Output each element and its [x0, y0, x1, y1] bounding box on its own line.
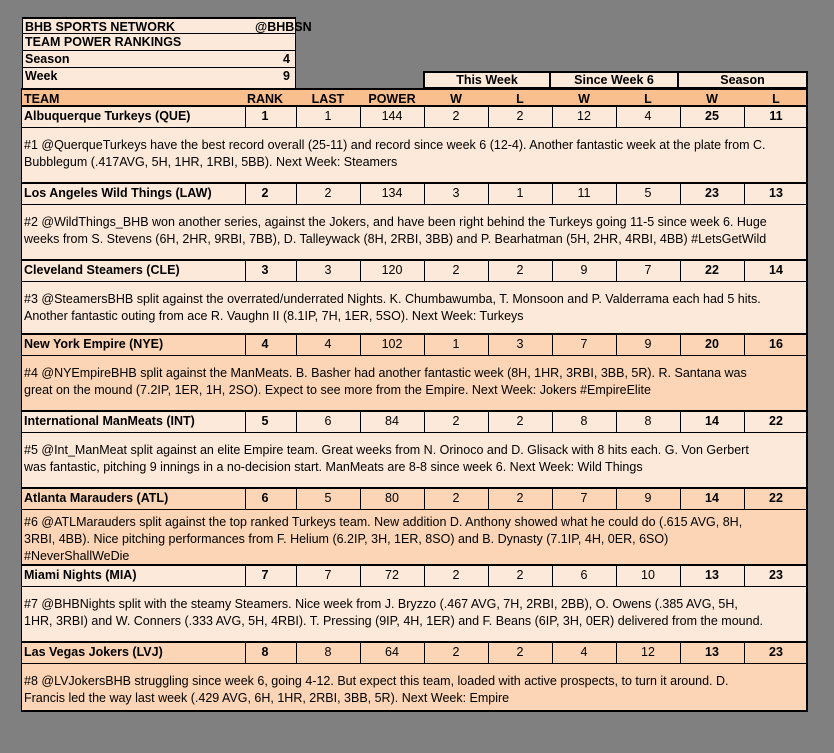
cell-divider: [744, 335, 745, 355]
cell-divider: [360, 489, 361, 509]
cell-divider: [296, 261, 297, 281]
header-week-row: [22, 68, 296, 89]
cell-divider: [616, 566, 617, 586]
cell-divider: [296, 184, 297, 204]
cell-divider: [552, 489, 553, 509]
cell-s-w: 22: [705, 263, 719, 277]
cell-divider: [488, 489, 489, 509]
table-row: [22, 489, 806, 510]
cell-divider: [296, 412, 297, 432]
cell-divider: [616, 261, 617, 281]
cell-divider: [360, 566, 361, 586]
blurb-line: Francis led the way last week (.429 AVG, 6H, 1HR, 2RBI, 3BB, 5R). Next Week: Empire: [24, 691, 510, 705]
cell-tw-w: 2: [452, 414, 460, 428]
header-title-row: [22, 34, 296, 51]
cell-divider: [616, 643, 617, 663]
cell-divider: [552, 184, 553, 204]
cell-s-l: 23: [769, 568, 783, 582]
cell-divider: [680, 107, 681, 127]
cell-divider: [552, 335, 553, 355]
table-row: [22, 643, 806, 664]
table-row: [22, 335, 806, 356]
cell-tw-l: 2: [516, 263, 524, 277]
col-season-w: W: [706, 92, 718, 106]
team-block: [21, 335, 808, 412]
table-row: [22, 261, 806, 282]
cell-divider: [424, 261, 425, 281]
cell-s-l: 22: [769, 414, 783, 428]
col-power: POWER: [368, 92, 416, 106]
cell-divider: [488, 261, 489, 281]
col-team: TEAM: [24, 92, 60, 106]
blurb-line: #1 @QuerqueTurkeys have the best record overall (25-11) and record since week 6 (12-4). Another fantastic week at the plate from C.: [24, 138, 766, 152]
week-value: 9: [283, 69, 290, 83]
cell-tw-l: 2: [516, 568, 524, 582]
cell-divider: [488, 566, 489, 586]
blurb-line: was fantastic, pitching 9 innings in a no-decision start. ManMeats are 8-8 since week 6. Next Week: Wild Things: [24, 460, 643, 474]
team-blurb: [24, 365, 802, 399]
cell-divider: [744, 643, 745, 663]
cell-sw-w: 6: [580, 568, 588, 582]
cell-last: 8: [324, 645, 332, 659]
team-name: Las Vegas Jokers (LVJ): [24, 645, 163, 659]
group-season: Season: [679, 71, 808, 88]
cell-divider: [488, 412, 489, 432]
cell-rank: 8: [261, 645, 269, 659]
cell-s-w: 20: [705, 337, 719, 351]
blurb-line: 1HR, 3RBI) and W. Conners (.333 AVG, 5H, 4RBI). T. Pressing (9IP, 4H, 1ER) and F. Beans (6IP, 3H, 0ER) delivered from the mound.: [24, 614, 763, 628]
header-network-row: [22, 17, 312, 34]
cell-s-l: 16: [769, 337, 783, 351]
cell-divider: [680, 489, 681, 509]
table-row: [22, 566, 806, 587]
team-name: Cleveland Steamers (CLE): [24, 263, 180, 277]
col-since-w: W: [578, 92, 590, 106]
cell-last: 2: [324, 186, 332, 200]
col-since-l: L: [644, 92, 652, 106]
cell-divider: [424, 566, 425, 586]
cell-last: 7: [324, 568, 332, 582]
cell-sw-l: 5: [644, 186, 652, 200]
cell-divider: [296, 489, 297, 509]
cell-sw-l: 12: [641, 645, 655, 659]
cell-tw-l: 2: [516, 645, 524, 659]
network-name: BHB SPORTS NETWORK: [25, 20, 175, 34]
cell-tw-l: 2: [516, 491, 524, 505]
cell-divider: [360, 184, 361, 204]
cell-sw-l: 4: [644, 109, 652, 123]
cell-divider: [744, 261, 745, 281]
cell-divider: [744, 184, 745, 204]
cell-s-l: 22: [769, 491, 783, 505]
cell-divider: [616, 184, 617, 204]
cell-divider: [616, 107, 617, 127]
cell-sw-w: 4: [580, 645, 588, 659]
blurb-line: #3 @SteamersBHB split against the overrated/underrated Nights. K. Chumbawumba, T. Monsoon and P. Valderrama each had 5 hits.: [24, 292, 761, 306]
cell-divider: [296, 566, 297, 586]
cell-divider: [616, 489, 617, 509]
cell-tw-l: 1: [516, 186, 524, 200]
table-row: [22, 184, 806, 205]
cell-divider: [424, 107, 425, 127]
cell-tw-l: 3: [516, 337, 524, 351]
cell-divider: [616, 412, 617, 432]
col-rank: RANK: [246, 92, 284, 106]
cell-s-w: 23: [705, 186, 719, 200]
cell-sw-w: 7: [580, 491, 588, 505]
cell-power: 144: [381, 109, 403, 123]
week-label: Week: [25, 69, 58, 83]
col-season-l: L: [772, 92, 780, 106]
season-label: Season: [25, 52, 70, 66]
team-blurb: [24, 137, 802, 171]
column-header-row: [21, 88, 808, 107]
cell-tw-w: 1: [452, 337, 460, 351]
cell-divider: [744, 412, 745, 432]
blurb-line: #6 @ATLMarauders split against the top ranked Turkeys team. New addition D. Anthony showed what he could do (.615 AVG, 8H,: [24, 515, 743, 529]
cell-power: 134: [381, 186, 403, 200]
team-blurb: [24, 596, 802, 630]
cell-s-l: 11: [769, 109, 783, 123]
cell-s-w: 14: [705, 414, 719, 428]
cell-divider: [744, 566, 745, 586]
cell-power: 72: [385, 568, 399, 582]
cell-divider: [360, 261, 361, 281]
cell-sw-l: 10: [641, 568, 655, 582]
blurb-line: #8 @LVJokersBHB struggling since week 6, going 4-12. But expect this team, loaded with active prospects, to turn it around. D.: [24, 674, 729, 688]
cell-divider: [680, 643, 681, 663]
blurb-line: #NeverShallWeDie: [24, 549, 130, 563]
team-name: Atlanta Marauders (ATL): [24, 491, 169, 505]
cell-divider: [360, 643, 361, 663]
cell-rank: 6: [261, 491, 269, 505]
cell-divider: [296, 335, 297, 355]
blurb-line: #2 @WildThings_BHB won another series, against the Jokers, and have been right behind the Turkeys going 11-5 since week 6. Huge: [24, 215, 767, 229]
cell-divider: [552, 107, 553, 127]
cell-last: 1: [324, 109, 332, 123]
cell-tw-w: 2: [452, 568, 460, 582]
blurb-line: 3RBI, 4BB). Nice pitching performances from F. Helium (6.2IP, 3H, 1ER, 8SO) and B. Dynasty (7.1IP, 4H, 0ER, 6SO): [24, 532, 669, 546]
cell-last: 5: [324, 491, 332, 505]
table-row: [22, 107, 806, 128]
cell-tw-w: 2: [452, 645, 460, 659]
table-row: [22, 412, 806, 433]
blurb-line: weeks from S. Stevens (6H, 2HR, 9RBI, 7BB), D. Talleywack (8H, 2RBI, 3BB) and P. Bearhatman (5H, 2HR, 4RBI, 4BB) #LetsGetWild: [24, 232, 767, 246]
group-since-week6: Since Week 6: [551, 71, 679, 88]
team-block: [21, 261, 808, 335]
cell-sw-w: 8: [580, 414, 588, 428]
blurb-line: Another fantastic outing from ace R. Vaughn II (8.1IP, 7H, 1ER, 5SO). Next Week: Turkeys: [24, 309, 524, 323]
cell-divider: [488, 107, 489, 127]
team-name: Los Angeles Wild Things (LAW): [24, 186, 212, 200]
cell-divider: [296, 643, 297, 663]
cell-divider: [552, 643, 553, 663]
cell-divider: [680, 335, 681, 355]
cell-rank: 5: [261, 414, 269, 428]
header-season-row: [22, 51, 296, 68]
cell-tw-w: 3: [452, 186, 460, 200]
cell-rank: 1: [261, 109, 269, 123]
team-block: [21, 643, 808, 712]
team-name: International ManMeats (INT): [24, 414, 195, 428]
cell-divider: [744, 107, 745, 127]
team-blurb: [24, 442, 802, 476]
cell-divider: [680, 184, 681, 204]
cell-sw-w: 11: [577, 186, 591, 200]
cell-divider: [488, 643, 489, 663]
cell-last: 3: [324, 263, 332, 277]
cell-divider: [424, 412, 425, 432]
cell-sw-l: 7: [644, 263, 652, 277]
network-handle: @BHBSN: [255, 20, 312, 34]
cell-last: 6: [324, 414, 332, 428]
cell-s-w: 13: [705, 645, 719, 659]
cell-rank: 7: [261, 568, 269, 582]
cell-divider: [680, 412, 681, 432]
cell-divider: [552, 412, 553, 432]
cell-tw-w: 2: [452, 263, 460, 277]
cell-power: 102: [381, 337, 403, 351]
cell-rank: 2: [261, 186, 269, 200]
blurb-line: #5 @Int_ManMeat split against an elite Empire team. Great weeks from N. Orinoco and D. Glisack with 8 hits each. G. Von Gerbert: [24, 443, 749, 457]
team-blurb: [24, 673, 802, 707]
cell-divider: [552, 261, 553, 281]
cell-divider: [744, 489, 745, 509]
cell-divider: [424, 643, 425, 663]
cell-divider: [680, 566, 681, 586]
cell-divider: [424, 184, 425, 204]
season-value: 4: [283, 52, 290, 66]
team-name: Miami Nights (MIA): [24, 568, 137, 582]
cell-divider: [680, 261, 681, 281]
cell-tw-w: 2: [452, 109, 460, 123]
cell-s-l: 23: [769, 645, 783, 659]
cell-divider: [488, 184, 489, 204]
cell-divider: [360, 335, 361, 355]
cell-divider: [616, 335, 617, 355]
cell-sw-w: 7: [580, 337, 588, 351]
cell-sw-l: 9: [644, 337, 652, 351]
cell-divider: [488, 335, 489, 355]
cell-divider: [424, 335, 425, 355]
cell-divider: [360, 107, 361, 127]
team-name: Albuquerque Turkeys (QUE): [24, 109, 191, 123]
team-blurb: [24, 214, 802, 248]
col-this-week-l: L: [516, 92, 524, 106]
team-block: [21, 412, 808, 489]
cell-s-l: 13: [769, 186, 783, 200]
cell-s-w: 14: [705, 491, 719, 505]
blurb-line: Bubblegum (.417AVG, 5H, 1HR, 1RBI, 5BB). Next Week: Steamers: [24, 155, 398, 169]
cell-sw-w: 9: [580, 263, 588, 277]
team-block: [21, 489, 808, 566]
team-block: [21, 184, 808, 261]
cell-rank: 3: [261, 263, 269, 277]
cell-tw-l: 2: [516, 414, 524, 428]
blurb-line: great on the mound (7.2IP, 1ER, 1H, 2SO). Expect to see more from the Empire. Next Week: Jokers #EmpireElite: [24, 383, 651, 397]
col-this-week-w: W: [450, 92, 462, 106]
col-last: LAST: [311, 92, 345, 106]
cell-power: 84: [385, 414, 399, 428]
cell-divider: [552, 566, 553, 586]
cell-sw-l: 9: [644, 491, 652, 505]
cell-s-l: 14: [769, 263, 783, 277]
cell-divider: [296, 107, 297, 127]
team-block: [21, 107, 808, 184]
team-blurb: [24, 291, 802, 325]
cell-sw-l: 8: [644, 414, 652, 428]
team-block: [21, 566, 808, 643]
cell-power: 120: [381, 263, 403, 277]
cell-rank: 4: [261, 337, 269, 351]
cell-sw-w: 12: [577, 109, 591, 123]
blurb-line: #4 @NYEmpireBHB split against the ManMeats. B. Basher had another fantastic week (8H, 1HR, 3RBI, 3BB, 5R). R. Santana was: [24, 366, 747, 380]
cell-tw-w: 2: [452, 491, 460, 505]
team-blurb: [24, 514, 802, 565]
team-name: New York Empire (NYE): [24, 337, 164, 351]
cell-power: 64: [385, 645, 399, 659]
group-this-week: This Week: [423, 71, 551, 88]
cell-divider: [360, 412, 361, 432]
page-title: TEAM POWER RANKINGS: [25, 35, 182, 49]
cell-tw-l: 2: [516, 109, 524, 123]
cell-s-w: 13: [705, 568, 719, 582]
cell-s-w: 25: [705, 109, 719, 123]
cell-divider: [424, 489, 425, 509]
cell-power: 80: [385, 491, 399, 505]
blurb-line: #7 @BHBNights split with the steamy Steamers. Nice week from J. Bryzzo (.467 AVG, 7H, 2RBI, 2BB), O. Owens (.385 AVG, 5H,: [24, 597, 738, 611]
cell-last: 4: [324, 337, 332, 351]
